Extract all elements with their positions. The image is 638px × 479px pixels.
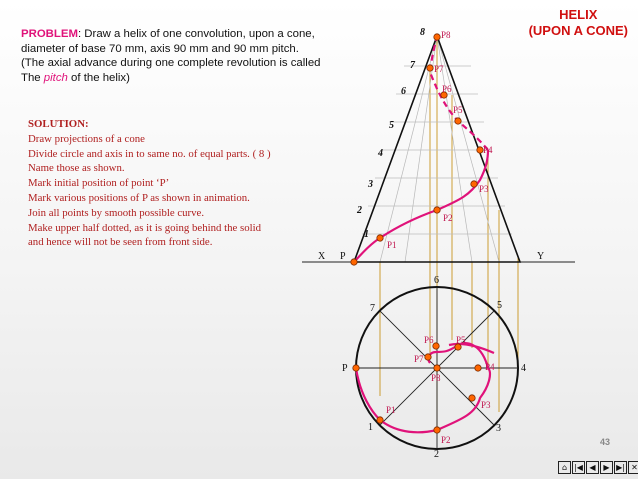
point-p6-top bbox=[433, 343, 439, 349]
top-number: 1 bbox=[368, 422, 373, 433]
problem-line2: diameter of base 70 mm, axis 90 mm and 90 mm pitch. bbox=[21, 42, 299, 55]
problem-label: PROBLEM bbox=[21, 28, 78, 40]
top-view bbox=[342, 275, 526, 460]
p-label-top: P bbox=[342, 363, 348, 374]
problem-line4-pre: The bbox=[21, 71, 44, 84]
point-p4-top bbox=[475, 365, 481, 371]
axis-number: 5 bbox=[389, 120, 394, 131]
point-p3-top bbox=[469, 395, 475, 401]
solution-step: Divide circle and axis in to same no. of equal parts. ( 8 ) bbox=[28, 147, 271, 160]
point-label: P4 bbox=[483, 145, 493, 155]
close-icon[interactable]: ✕ bbox=[628, 461, 638, 474]
point-label: P8 bbox=[441, 30, 451, 40]
point-label: P2 bbox=[443, 213, 453, 223]
solution-step: Mark various positions of P as shown in animation. bbox=[28, 191, 250, 204]
point-label: P2 bbox=[441, 435, 451, 445]
slide-navigation bbox=[558, 461, 638, 474]
point-label: P1 bbox=[387, 240, 397, 250]
point-p5-front bbox=[455, 118, 461, 124]
top-number: 4 bbox=[521, 363, 526, 374]
x-label: X bbox=[318, 251, 326, 262]
point-label: P3 bbox=[479, 184, 489, 194]
next-icon[interactable]: ▶ bbox=[600, 461, 613, 474]
solution-step: Mark initial position of point ‘P’ bbox=[28, 177, 170, 190]
page-number: 43 bbox=[599, 437, 610, 447]
point-label: P5 bbox=[453, 105, 463, 115]
top-number: 3 bbox=[496, 423, 501, 434]
solution-heading: SOLUTION: bbox=[28, 118, 89, 130]
y-label: Y bbox=[537, 251, 545, 262]
top-number: 6 bbox=[434, 275, 439, 286]
point-label: P4 bbox=[485, 362, 495, 372]
point-label: P1 bbox=[386, 405, 396, 415]
solution-step: Draw projections of a cone bbox=[28, 132, 145, 145]
pitch-term: pitch bbox=[43, 71, 68, 84]
axis-number: 6 bbox=[401, 86, 406, 97]
home-icon[interactable]: ⌂ bbox=[558, 461, 571, 474]
problem-line4-post: of the helix) bbox=[67, 71, 130, 84]
point-label: P8 bbox=[431, 373, 441, 383]
point-p8-front bbox=[434, 34, 440, 40]
point-p7-top bbox=[425, 354, 431, 360]
point-label: P5 bbox=[456, 335, 466, 345]
title-line1: HELIX bbox=[559, 7, 598, 22]
axis-number: 8 bbox=[420, 27, 425, 38]
point-p1-top bbox=[377, 417, 383, 423]
title-line2: (UPON A CONE) bbox=[528, 23, 628, 38]
axis-number: 2 bbox=[357, 205, 362, 216]
solution-step: Join all points by smooth possible curve. bbox=[28, 206, 205, 219]
point-label: P3 bbox=[481, 400, 491, 410]
top-number: 7 bbox=[370, 303, 375, 314]
point-p2-top bbox=[434, 427, 440, 433]
first-icon[interactable]: |◀ bbox=[572, 461, 585, 474]
p-label-front: P bbox=[340, 251, 346, 262]
axis-number: 1 bbox=[364, 229, 369, 240]
last-icon[interactable]: ▶| bbox=[614, 461, 627, 474]
helix-front-hidden bbox=[430, 36, 488, 150]
solution-step: Make upper half dotted, as it is going behind the solid bbox=[28, 221, 261, 234]
point-p3-front bbox=[471, 181, 477, 187]
point-label: P7 bbox=[414, 354, 424, 364]
top-number: 2 bbox=[434, 449, 439, 460]
axis-number: 3 bbox=[368, 179, 373, 190]
solution-step: Name those as shown. bbox=[28, 162, 125, 175]
point-p1-front bbox=[377, 235, 383, 241]
point-p7-front bbox=[427, 65, 433, 71]
top-number: 5 bbox=[497, 300, 502, 311]
point-p-top bbox=[353, 365, 359, 371]
problem-line3: (The axial advance during one complete revolution is called bbox=[21, 57, 321, 69]
point-p8-top bbox=[434, 365, 440, 371]
point-label: P6 bbox=[424, 335, 434, 345]
axis-number: 7 bbox=[410, 60, 415, 71]
axis-number: 4 bbox=[378, 148, 383, 159]
point-label: P7 bbox=[434, 64, 444, 74]
problem-line1: : Draw a helix of one convolution, upon a cone, bbox=[77, 28, 315, 40]
solution-step: and hence will not be seen from front side. bbox=[28, 236, 213, 249]
point-label: P6 bbox=[442, 84, 452, 94]
prev-icon[interactable]: ◀ bbox=[586, 461, 599, 474]
point-p-front bbox=[351, 259, 357, 265]
point-p2-front bbox=[434, 207, 440, 213]
